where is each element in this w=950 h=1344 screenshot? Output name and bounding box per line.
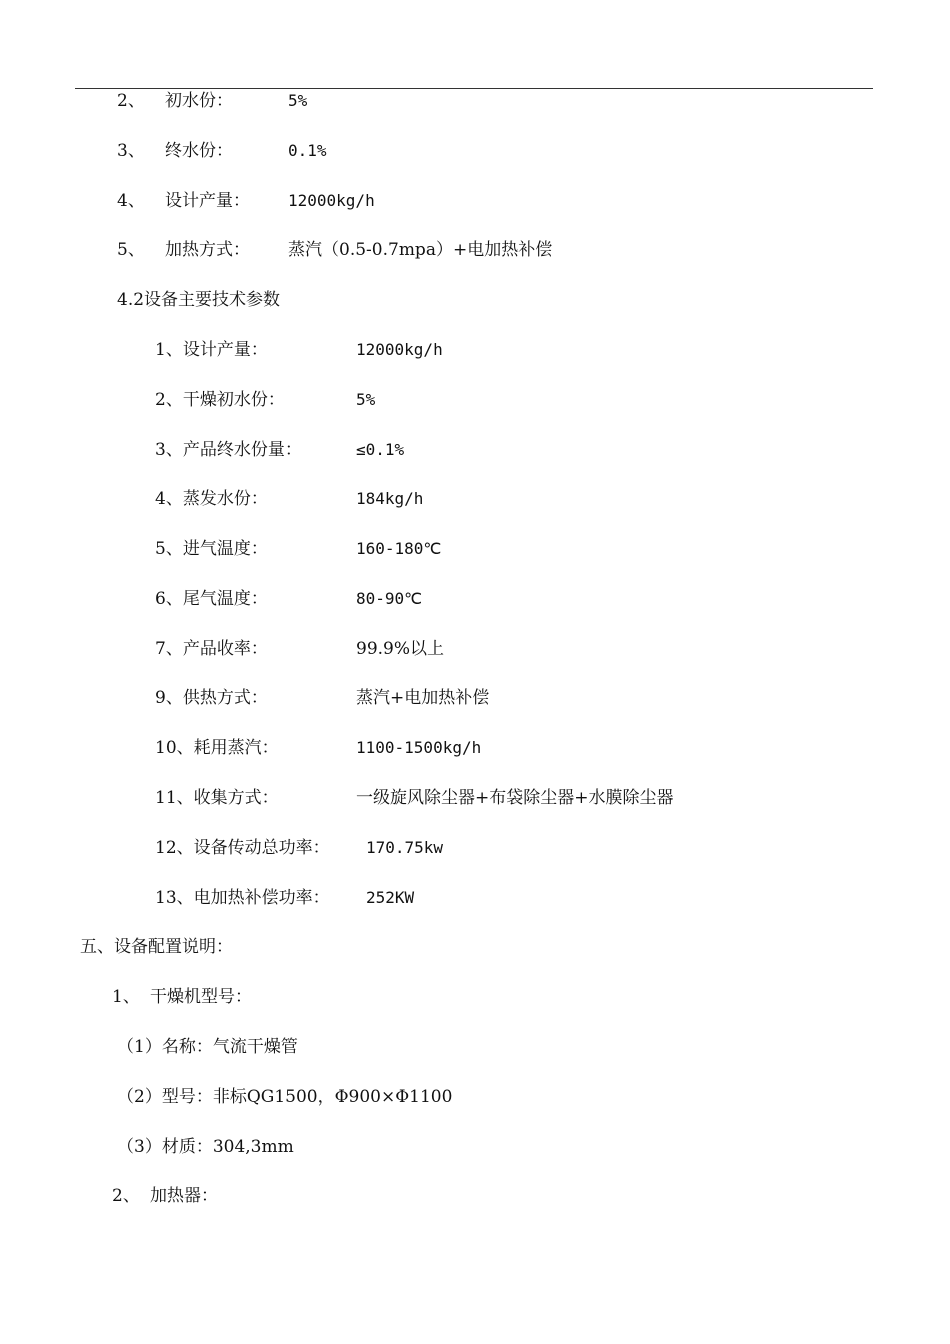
intro-param-label: 终水份： <box>165 141 233 161</box>
header-rule <box>75 88 873 89</box>
spec-label: 6、尾气温度： <box>155 589 268 609</box>
intro-param-value: 蒸汽（0.5-0.7mpa）+电加热补偿 <box>288 240 553 260</box>
spec-value: 1100-1500kg/h <box>356 738 482 757</box>
spec-label: 13、电加热补偿功率： <box>155 888 330 908</box>
spec-value: ≤0.1% <box>356 440 405 459</box>
spec-value: 252KW <box>366 888 415 907</box>
intro-param-value: 12000kg/h <box>288 191 375 210</box>
intro-param-num: 2、 <box>117 91 145 111</box>
spec-label: 3、产品终水份量： <box>155 440 302 460</box>
spec-value: 170.75kw <box>366 838 444 857</box>
spec-label: 2、干燥初水份： <box>155 390 285 410</box>
spec-value: 184kg/h <box>356 489 424 508</box>
sub2-num: 2、 <box>112 1186 140 1206</box>
spec-value: 一级旋风除尘器+布袋除尘器+水膜除尘器 <box>356 788 674 808</box>
intro-param-label: 初水份： <box>165 91 233 111</box>
intro-param-value: 5% <box>288 91 308 110</box>
spec-label: 7、产品收率： <box>155 639 268 659</box>
spec-value: 12000kg/h <box>356 340 443 359</box>
config-detail: （1）名称：气流干燥管 <box>117 1037 298 1057</box>
spec-label: 1、设计产量： <box>155 340 268 360</box>
spec-label: 12、设备传动总功率： <box>155 838 330 858</box>
spec-label: 5、进气温度： <box>155 539 268 559</box>
intro-param-value: 0.1% <box>288 141 327 160</box>
spec-label: 4、蒸发水份： <box>155 489 268 509</box>
section-4-2-title: 4.2设备主要技术参数 <box>117 290 281 310</box>
intro-param-num: 3、 <box>117 141 145 161</box>
spec-value: 蒸汽+电加热补偿 <box>356 688 490 708</box>
spec-label: 9、供热方式： <box>155 688 268 708</box>
config-detail: （3）材质：304,3mm <box>117 1137 294 1157</box>
intro-param-label: 设计产量： <box>165 191 250 211</box>
intro-param-num: 5、 <box>117 240 145 260</box>
spec-value: 80-90℃ <box>356 589 423 608</box>
spec-value: 99.9%以上 <box>356 639 445 659</box>
config-detail: （2）型号：非标QG1500，Φ900×Φ1100 <box>117 1087 453 1107</box>
spec-label: 10、耗用蒸汽： <box>155 738 279 758</box>
spec-value: 160-180℃ <box>356 539 442 558</box>
intro-param-label: 加热方式： <box>165 240 250 260</box>
intro-param-num: 4、 <box>117 191 145 211</box>
sub2-label: 加热器： <box>150 1186 218 1206</box>
sub1-num: 1、 <box>112 987 140 1007</box>
sub1-label: 干燥机型号： <box>150 987 252 1007</box>
section-5-title: 五、设备配置说明： <box>80 937 233 957</box>
spec-label: 11、收集方式： <box>155 788 279 808</box>
spec-value: 5% <box>356 390 376 409</box>
